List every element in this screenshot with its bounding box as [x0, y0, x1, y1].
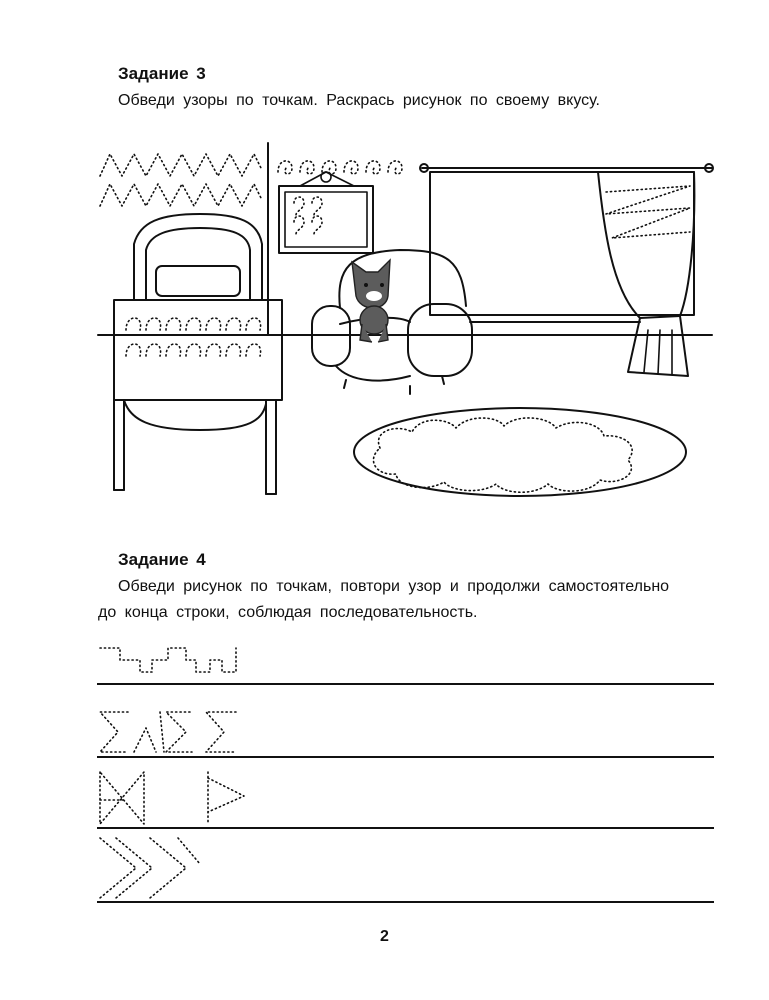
- page-number: 2: [380, 928, 389, 945]
- task3-title: Задание 3: [118, 64, 206, 83]
- task3-instruction: Обведи узоры по точкам. Раскрась рисунок по своему вкусу.: [118, 92, 600, 109]
- step-pattern-row: [97, 648, 714, 684]
- chevron-pattern-row: [97, 838, 714, 902]
- bowtie-pattern-row: [97, 772, 714, 828]
- task4-instruction-line2: до конца строки, соблюдая последовательность.: [98, 604, 478, 621]
- task4-instruction-line1: Обведи рисунок по точкам, повтори узор и продолжи самостоятельно: [118, 578, 670, 595]
- task4-title: Задание 4: [118, 550, 206, 569]
- sigma-pattern-row: [97, 712, 714, 757]
